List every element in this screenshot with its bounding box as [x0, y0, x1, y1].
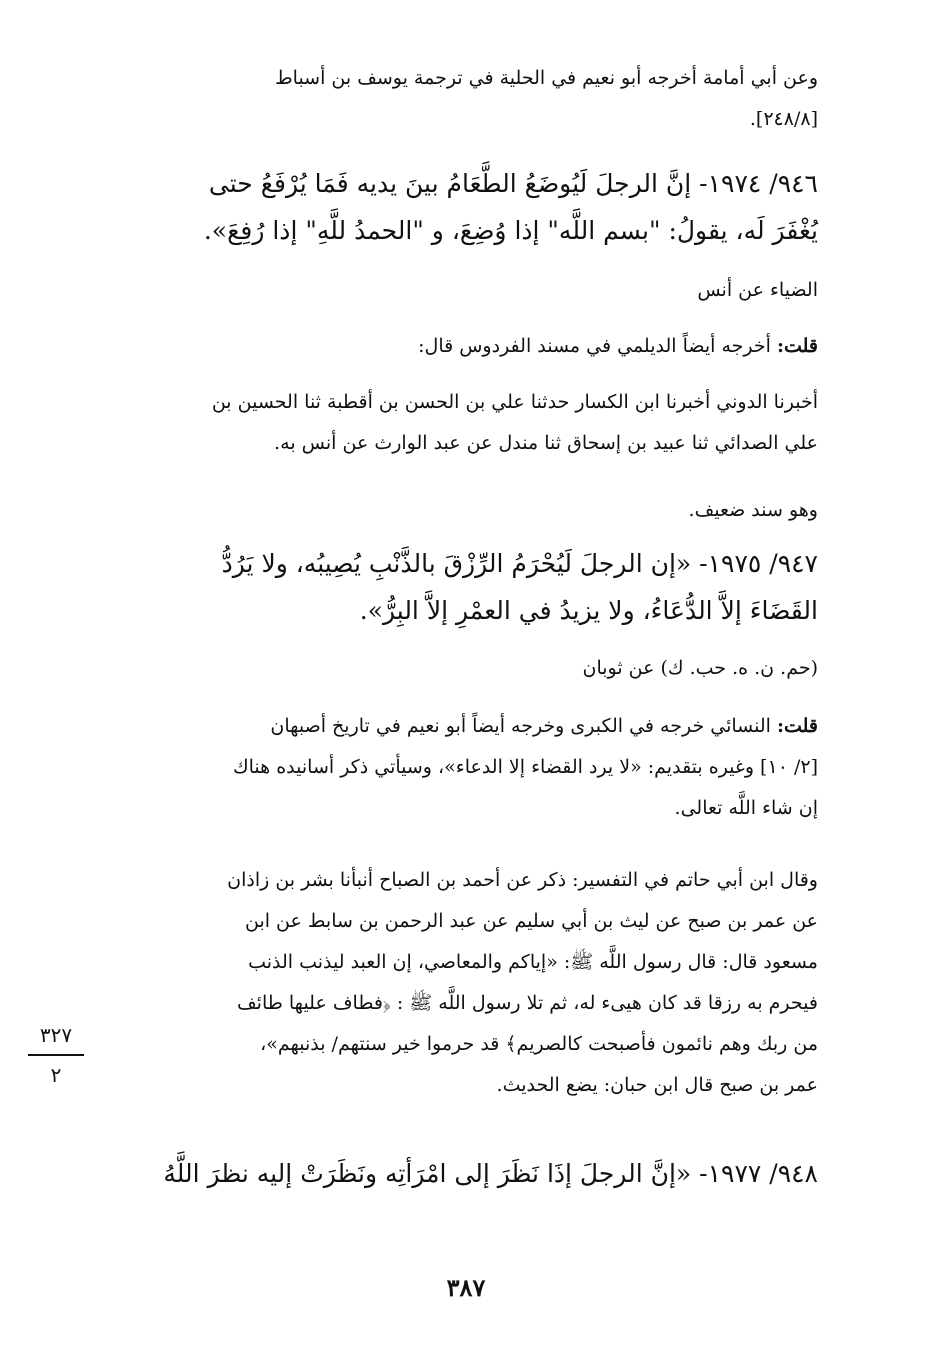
hadith-source: (حم. ن. ه. حب. ك) عن ثوبان	[582, 657, 818, 679]
commentary-text: أخرجه أيضاً الديلمي في مسند الفردوس قال:	[418, 335, 771, 357]
commentary-line: وقال ابن أبي حاتم في التفسير: ذكر عن أحمد بن الصباح أنبأنا بشر بن زاذان	[227, 869, 818, 891]
hadith-947-source	[110, 648, 818, 689]
hadith-946-source	[110, 270, 818, 311]
commentary-first-line	[110, 326, 818, 367]
hadith-source: الضياء عن أنس	[697, 279, 818, 301]
continuation-paragraph	[110, 58, 818, 140]
hadith-text-line: ٩٤٧/ ١٩٧٥- «إن الرجلَ لَيُحْرَمُ الرِّزْقَ بالذَّنْبِ يُصِيبُه، ولا يَرُدُّ	[221, 549, 818, 578]
commentary-first-line	[110, 706, 818, 747]
commentary-line: [٢/ ١٠] وغيره بتقديم: «لا يرد القضاء إلا الدعاء»، وسيأتي ذكر أسانيده هناك	[232, 756, 818, 778]
commentary-line: فيحرم به رزقا قد كان هيىء له، ثم تلا رسول اللَّه ﷺ : ﴿فطاف عليها طائف	[236, 992, 818, 1014]
grading-line: وهو سند ضعيف.	[688, 499, 818, 521]
chain-line: أخبرنا الدوني أخبرنا ابن الكسار حدثنا علي بن الحسن بن أقطبة ثنا الحسين بن	[211, 391, 818, 413]
commentary-line: عن عمر بن صبح عن ليث بن أبي سليم عن عبد الرحمن بن سابط عن ابن	[244, 910, 818, 932]
margin-divider	[28, 1054, 84, 1056]
commentary-line: من ربك وهم نائمون فأصبحت كالصريم﴾ قد حرموا خير سنتهم/ بذنبهم»،	[260, 1033, 818, 1055]
commentary-946-grading	[110, 490, 818, 531]
text-line: [٢٤٨/٨].	[749, 108, 818, 130]
margin-reference	[20, 1022, 92, 1088]
commentary-text: النسائي خرجه في الكبرى وخرجه أيضاً أبو نعيم في تاريخ أصبهان	[270, 715, 771, 737]
margin-volume-number: ٢	[50, 1063, 62, 1087]
hadith-text-line: يُغْفَرَ لَه، يقولُ: "بسم اللَّه" إذا وُضِعَ، و "الحمدُ للَّهِ" إذا رُفِعَ».	[203, 216, 818, 245]
hadith-text-line: ٩٤٦/ ١٩٧٤- إنَّ الرجلَ لَيُوضَعُ الطَّعَامُ بينَ يديه فَمَا يُرْفَعُ حتى	[208, 169, 818, 198]
commentary-946-chain	[110, 382, 818, 464]
commentary-lead: قلت:	[776, 715, 818, 737]
commentary-line: إن شاء اللَّه تعالى.	[674, 797, 818, 819]
commentary-947	[110, 706, 818, 829]
margin-volume-page: ٣٢٧	[39, 1023, 73, 1047]
hadith-948	[110, 1150, 818, 1197]
chain-line: علي الصدائي ثنا عبيد بن إسحاق ثنا مندل عن عبد الوارث عن أنس به.	[274, 432, 818, 454]
text-line: وعن أبي أمامة أخرجه أبو نعيم في الحلية في ترجمة يوسف بن أسباط	[275, 67, 818, 89]
commentary-line: مسعود قال: قال رسول اللَّه ﷺ: «إياكم والمعاصي، إن العبد ليذنب الذنب	[248, 951, 818, 973]
commentary-tafsir	[110, 860, 818, 1106]
commentary-line: عمر بن صبح قال ابن حبان: يضع الحديث.	[496, 1074, 818, 1096]
hadith-text-line: ٩٤٨/ ١٩٧٧- «إنَّ الرجلَ إذَا نَظَرَ إلى امْرَأتِه ونَظَرَتْ إليه نظرَ اللَّهُ	[163, 1159, 818, 1188]
hadith-text-line: القَضَاءَ إلاَّ الدُّعَاءُ، ولا يزيدُ في العمْرِ إلاَّ البِرُّ».	[359, 596, 818, 625]
commentary-lead: قلت:	[776, 335, 818, 357]
hadith-947	[110, 540, 818, 634]
commentary-946	[110, 326, 818, 367]
hadith-946	[110, 160, 818, 254]
page-number: ٣٨٧	[446, 1273, 486, 1302]
